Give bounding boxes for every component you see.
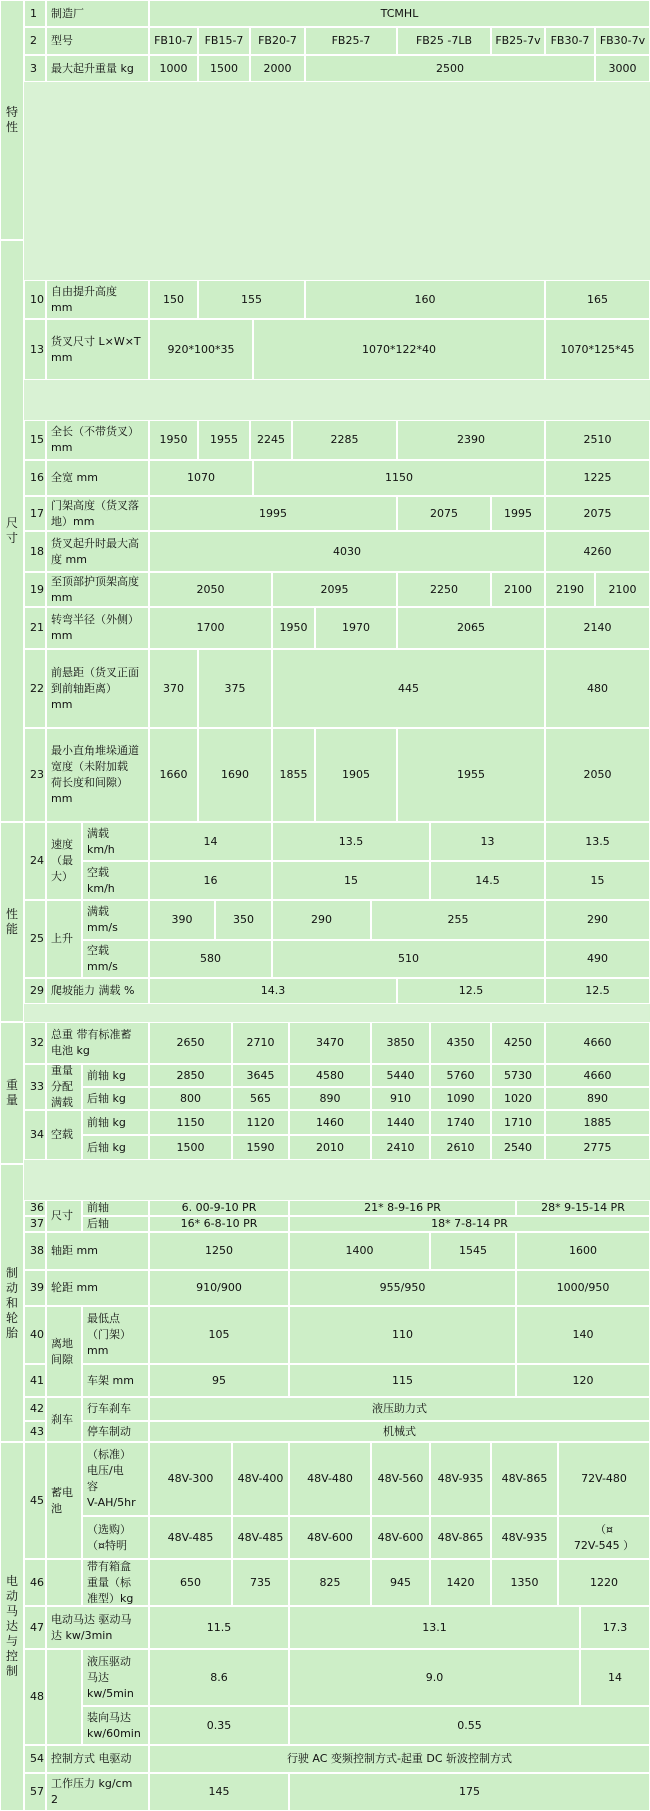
row-value: 4250 <box>491 1022 545 1064</box>
row-value: 18* 7-8-14 PR <box>289 1216 650 1232</box>
section-label-1: 尺 寸 <box>0 240 24 822</box>
row-value: 2075 <box>545 496 650 531</box>
row-number: 41 <box>24 1364 46 1397</box>
row-value: 液压助力式 <box>149 1397 650 1421</box>
row-value: 2010 <box>289 1135 371 1160</box>
row-value: FB15-7 <box>198 27 250 55</box>
row-value: 165 <box>545 280 650 319</box>
row-value: 1740 <box>430 1110 491 1135</box>
row-sub-label: 满载 mm/s <box>82 900 149 940</box>
row-sub-label: 前轴 kg <box>82 1110 149 1135</box>
row-value: 3850 <box>371 1022 430 1064</box>
row-value: 145 <box>149 1773 289 1811</box>
section-label-0: 特 性 <box>0 0 24 240</box>
row-label: 尺寸 <box>46 1200 82 1232</box>
row-number: 10 <box>24 280 46 319</box>
row-sub-label: 带有箱盒 重量（标 准型）kg <box>82 1559 149 1606</box>
row-number: 36 <box>24 1200 46 1216</box>
row-value: 1090 <box>430 1087 491 1110</box>
row-value: 2650 <box>149 1022 232 1064</box>
row-label: 全宽 mm <box>46 460 149 496</box>
row-value: 48V-935 <box>491 1516 558 1559</box>
row-value: 370 <box>149 649 198 728</box>
row-label: 总重 带有标准蓄 电池 kg <box>46 1022 149 1064</box>
row-sub-label: 停车制动 <box>82 1421 149 1442</box>
row-value: 1350 <box>491 1559 558 1606</box>
row-number: 18 <box>24 531 46 572</box>
row-value: 14.3 <box>149 978 397 1004</box>
row-value: 920*100*35 <box>149 319 253 380</box>
row-value: FB30-7 <box>545 27 595 55</box>
row-label: 刹车 <box>46 1397 82 1442</box>
row-value: 8.6 <box>149 1649 289 1706</box>
row-number: 23 <box>24 728 46 822</box>
row-value: 155 <box>198 280 305 319</box>
row-number: 24 <box>24 822 46 900</box>
row-value: 48V-560 <box>371 1442 430 1516</box>
row-label: 型号 <box>46 27 149 55</box>
row-value: FB30-7v <box>595 27 650 55</box>
row-value: 490 <box>545 940 650 978</box>
row-value: 12.5 <box>545 978 650 1004</box>
row-label: 前悬距（货叉正面 到前轴距离） mm <box>46 649 149 728</box>
row-value: 1070*125*45 <box>545 319 650 380</box>
row-number: 45 <box>24 1442 46 1559</box>
row-value: 2095 <box>272 572 397 607</box>
row-value: 16* 6-8-10 PR <box>149 1216 289 1232</box>
row-value: 160 <box>305 280 545 319</box>
row-value: 580 <box>149 940 272 978</box>
row-label: 全长（不带货叉） mm <box>46 420 149 460</box>
row-value: 1000 <box>149 55 198 82</box>
row-label <box>46 1649 82 1745</box>
row-value: 1545 <box>430 1232 516 1270</box>
row-value: 945 <box>371 1559 430 1606</box>
row-sub-label: 满载 km/h <box>82 822 149 861</box>
row-label: 至顶部护顶架高度 mm <box>46 572 149 607</box>
row-value: 955/950 <box>289 1270 516 1306</box>
row-value: 机械式 <box>149 1421 650 1442</box>
row-number: 25 <box>24 900 46 978</box>
row-value: 105 <box>149 1306 289 1364</box>
row-value: （¤ 72V-545 ） <box>558 1516 650 1559</box>
row-number: 32 <box>24 1022 46 1064</box>
row-label: 重量 分配 满载 <box>46 1064 82 1110</box>
row-number: 22 <box>24 649 46 728</box>
row-value: 48V-400 <box>232 1442 289 1516</box>
row-value: 1950 <box>272 607 315 649</box>
row-value: 2510 <box>545 420 650 460</box>
row-number: 47 <box>24 1606 46 1649</box>
row-value: 4350 <box>430 1022 491 1064</box>
row-label: 工作压力 kg/cm 2 <box>46 1773 149 1811</box>
row-value: 1855 <box>272 728 315 822</box>
row-value: 1150 <box>149 1110 232 1135</box>
row-label: 蓄电 池 <box>46 1442 82 1559</box>
row-value: 16 <box>149 861 272 900</box>
row-number: 43 <box>24 1421 46 1442</box>
row-value: 1420 <box>430 1559 491 1606</box>
row-value: 6. 00-9-10 PR <box>149 1200 289 1216</box>
row-value: 3470 <box>289 1022 371 1064</box>
row-number: 34 <box>24 1110 46 1160</box>
row-value: 13.5 <box>272 822 430 861</box>
row-value: 510 <box>272 940 545 978</box>
row-value: 2540 <box>491 1135 545 1160</box>
row-number: 19 <box>24 572 46 607</box>
row-label <box>46 1559 82 1606</box>
row-value: 2190 <box>545 572 595 607</box>
row-value: FB20-7 <box>250 27 305 55</box>
row-label: 空载 <box>46 1110 82 1160</box>
row-label: 控制方式 电驱动 <box>46 1745 149 1773</box>
row-value: 1905 <box>315 728 397 822</box>
row-value: 28* 9-15-14 PR <box>516 1200 650 1216</box>
row-value: 1070 <box>149 460 253 496</box>
row-sub-label: 空载 mm/s <box>82 940 149 978</box>
row-value: 1500 <box>149 1135 232 1160</box>
row-value: FB25 -7LB <box>397 27 491 55</box>
row-value: 48V-300 <box>149 1442 232 1516</box>
row-value: 1150 <box>253 460 545 496</box>
row-value: 910 <box>371 1087 430 1110</box>
row-value: 17.3 <box>580 1606 650 1649</box>
row-value: 110 <box>289 1306 516 1364</box>
row-label: 轴距 mm <box>46 1232 149 1270</box>
section-label-3: 重 量 <box>0 1022 24 1164</box>
row-value: 2075 <box>397 496 491 531</box>
row-number: 29 <box>24 978 46 1004</box>
row-number: 39 <box>24 1270 46 1306</box>
row-value: 1995 <box>491 496 545 531</box>
row-value: 4030 <box>149 531 545 572</box>
row-value: 480 <box>545 649 650 728</box>
row-number: 16 <box>24 460 46 496</box>
row-value: 48V-865 <box>430 1516 491 1559</box>
row-number: 40 <box>24 1306 46 1364</box>
row-value: 1660 <box>149 728 198 822</box>
row-number: 33 <box>24 1064 46 1110</box>
row-value: 1220 <box>558 1559 650 1606</box>
row-value: 115 <box>289 1364 516 1397</box>
row-value: 14 <box>580 1649 650 1706</box>
row-value: 15 <box>272 861 430 900</box>
row-value: 350 <box>215 900 272 940</box>
section-label-4: 制 动 和 轮 胎 <box>0 1164 24 1442</box>
row-value: 2050 <box>545 728 650 822</box>
row-value: 2250 <box>397 572 491 607</box>
row-value: 4260 <box>545 531 650 572</box>
row-value: 1000/950 <box>516 1270 650 1306</box>
row-value: 290 <box>545 900 650 940</box>
row-value: 1995 <box>149 496 397 531</box>
row-value: 735 <box>232 1559 289 1606</box>
row-sub-label: 行车刹车 <box>82 1397 149 1421</box>
row-sub-label: 后轴 kg <box>82 1087 149 1110</box>
row-sub-label: （选购） （¤特明 <box>82 1516 149 1559</box>
row-value: FB25-7 <box>305 27 397 55</box>
row-value: TCMHL <box>149 0 650 27</box>
row-value: 5760 <box>430 1064 491 1087</box>
row-number: 54 <box>24 1745 46 1773</box>
row-value: 1500 <box>198 55 250 82</box>
row-value: 2710 <box>232 1022 289 1064</box>
row-number: 13 <box>24 319 46 380</box>
row-value: 9.0 <box>289 1649 580 1706</box>
row-value: 2100 <box>491 572 545 607</box>
section-label-2: 性 能 <box>0 822 24 1022</box>
row-label: 门架高度（货叉落 地）mm <box>46 496 149 531</box>
row-value: 95 <box>149 1364 289 1397</box>
row-value: 800 <box>149 1087 232 1110</box>
row-value: 1700 <box>149 607 272 649</box>
row-value: 48V-865 <box>491 1442 558 1516</box>
row-value: 0.35 <box>149 1706 289 1745</box>
row-value: 48V-485 <box>232 1516 289 1559</box>
row-value: 255 <box>371 900 545 940</box>
row-value: 1885 <box>545 1110 650 1135</box>
row-value: 2245 <box>250 420 292 460</box>
row-value: 3645 <box>232 1064 289 1087</box>
row-value: 行驶 AC 变频控制方式-起重 DC 斩波控制方式 <box>149 1745 650 1773</box>
row-value: FB10-7 <box>149 27 198 55</box>
row-label: 上升 <box>46 900 82 978</box>
row-value: 4660 <box>545 1022 650 1064</box>
row-sub-label: 前轴 kg <box>82 1064 149 1087</box>
row-label: 离地 间隙 <box>46 1306 82 1397</box>
row-number: 42 <box>24 1397 46 1421</box>
row-value: 1440 <box>371 1110 430 1135</box>
row-label: 自由提升高度 mm <box>46 280 149 319</box>
row-label: 货叉尺寸 L×W×T mm <box>46 319 149 380</box>
row-value: 1120 <box>232 1110 289 1135</box>
row-number: 21 <box>24 607 46 649</box>
row-value: 48V-485 <box>149 1516 232 1559</box>
row-value: 1460 <box>289 1110 371 1135</box>
row-value: 1250 <box>149 1232 289 1270</box>
row-value: FB25-7v <box>491 27 545 55</box>
row-number: 17 <box>24 496 46 531</box>
row-value: 1970 <box>315 607 397 649</box>
row-number: 1 <box>24 0 46 27</box>
row-value: 890 <box>289 1087 371 1110</box>
row-number: 57 <box>24 1773 46 1811</box>
row-label: 电动马达 驱动马 达 kw/3min <box>46 1606 149 1649</box>
row-value: 1690 <box>198 728 272 822</box>
row-value: 21* 8-9-16 PR <box>289 1200 516 1216</box>
row-value: 48V-935 <box>430 1442 491 1516</box>
row-value: 12.5 <box>397 978 545 1004</box>
row-value: 120 <box>516 1364 650 1397</box>
row-value: 14.5 <box>430 861 545 900</box>
row-sub-label: 车架 mm <box>82 1364 149 1397</box>
row-value: 1400 <box>289 1232 430 1270</box>
row-value: 1070*122*40 <box>253 319 545 380</box>
row-value: 15 <box>545 861 650 900</box>
row-value: 2500 <box>305 55 595 82</box>
row-value: 48V-480 <box>289 1442 371 1516</box>
row-value: 1955 <box>198 420 250 460</box>
row-label: 货叉起升时最大高 度 mm <box>46 531 149 572</box>
row-value: 825 <box>289 1559 371 1606</box>
row-value: 140 <box>516 1306 650 1364</box>
row-value: 4580 <box>289 1064 371 1087</box>
row-label: 最大起升重量 kg <box>46 55 149 82</box>
row-number: 3 <box>24 55 46 82</box>
row-sub-label: （标准） 电压/电 容 V-AH/5hr <box>82 1442 149 1516</box>
row-value: 14 <box>149 822 272 861</box>
row-sub-label: 后轴 kg <box>82 1135 149 1160</box>
row-label: 轮距 mm <box>46 1270 149 1306</box>
row-label: 最小直角堆垛通道 宽度（未附加载 荷长度和间隙） mm <box>46 728 149 822</box>
row-value: 375 <box>198 649 272 728</box>
row-value: 2775 <box>545 1135 650 1160</box>
row-value: 72V-480 <box>558 1442 650 1516</box>
row-sub-label: 最低点 （门架） mm <box>82 1306 149 1364</box>
row-value: 2000 <box>250 55 305 82</box>
row-value: 650 <box>149 1559 232 1606</box>
row-sub-label: 装向马达 kw/60min <box>82 1706 149 1745</box>
row-number: 46 <box>24 1559 46 1606</box>
row-label: 转弯半径（外侧） mm <box>46 607 149 649</box>
row-sub-label: 前轴 <box>82 1200 149 1216</box>
row-value: 2390 <box>397 420 545 460</box>
row-value: 2050 <box>149 572 272 607</box>
row-value: 0.55 <box>289 1706 650 1745</box>
row-value: 13.1 <box>289 1606 580 1649</box>
row-value: 150 <box>149 280 198 319</box>
row-sub-label: 后轴 <box>82 1216 149 1232</box>
row-value: 445 <box>272 649 545 728</box>
row-value: 13 <box>430 822 545 861</box>
row-value: 48V-600 <box>289 1516 371 1559</box>
row-sub-label: 液压驱动 马达 kw/5min <box>82 1649 149 1706</box>
row-value: 48V-600 <box>371 1516 430 1559</box>
row-value: 2850 <box>149 1064 232 1087</box>
row-label: 制造厂 <box>46 0 149 27</box>
row-value: 2065 <box>397 607 545 649</box>
row-value: 4660 <box>545 1064 650 1087</box>
row-value: 1225 <box>545 460 650 496</box>
row-label: 爬坡能力 满载 % <box>46 978 149 1004</box>
row-value: 2410 <box>371 1135 430 1160</box>
section-label-5: 电 动 马 达 与 控 制 <box>0 1442 24 1811</box>
row-value: 1955 <box>397 728 545 822</box>
row-value: 2285 <box>292 420 397 460</box>
row-value: 565 <box>232 1087 289 1110</box>
row-value: 1020 <box>491 1087 545 1110</box>
row-value: 290 <box>272 900 371 940</box>
row-value: 1590 <box>232 1135 289 1160</box>
row-value: 2100 <box>595 572 650 607</box>
row-number: 37 <box>24 1216 46 1232</box>
row-value: 390 <box>149 900 215 940</box>
row-sub-label: 空载 km/h <box>82 861 149 900</box>
row-value: 2610 <box>430 1135 491 1160</box>
row-value: 910/900 <box>149 1270 289 1306</box>
row-value: 175 <box>289 1773 650 1811</box>
row-number: 38 <box>24 1232 46 1270</box>
row-label: 速度（最 大） <box>46 822 82 900</box>
row-value: 1710 <box>491 1110 545 1135</box>
row-value: 11.5 <box>149 1606 289 1649</box>
row-value: 5730 <box>491 1064 545 1087</box>
row-number: 15 <box>24 420 46 460</box>
row-value: 3000 <box>595 55 650 82</box>
row-value: 5440 <box>371 1064 430 1087</box>
row-value: 13.5 <box>545 822 650 861</box>
row-number: 48 <box>24 1649 46 1745</box>
row-value: 1950 <box>149 420 198 460</box>
row-value: 890 <box>545 1087 650 1110</box>
row-value: 2140 <box>545 607 650 649</box>
row-number: 2 <box>24 27 46 55</box>
row-value: 1600 <box>516 1232 650 1270</box>
